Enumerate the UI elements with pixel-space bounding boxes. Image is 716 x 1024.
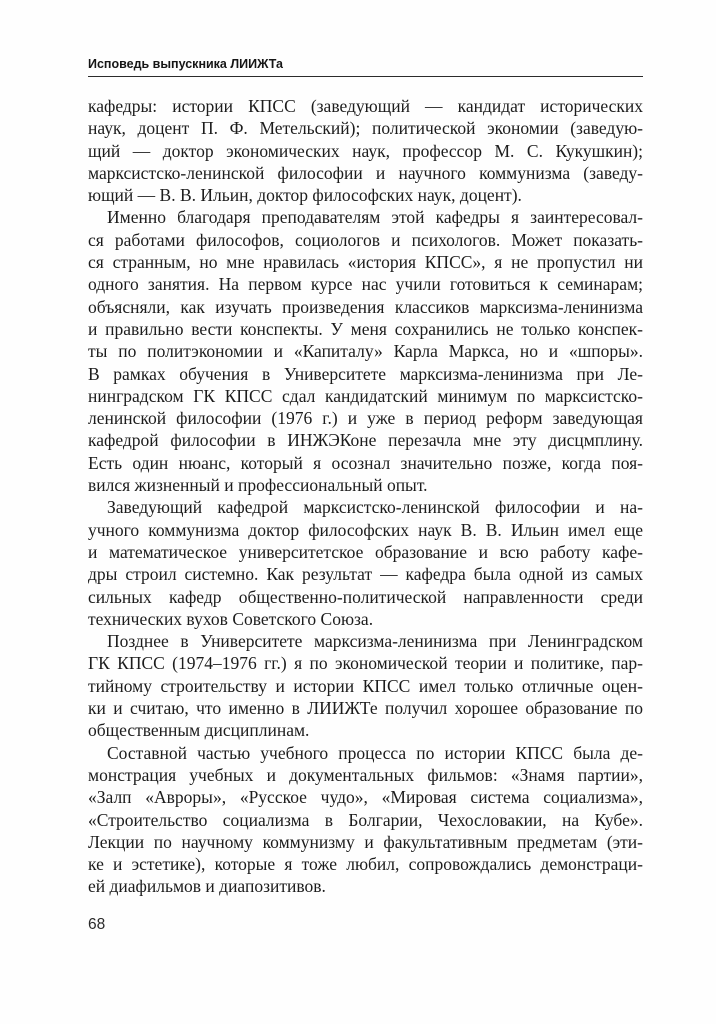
text-line: наук, доцент П. Ф. Метельский); политической экономии (заведую- (88, 118, 643, 139)
text-line: «Залп «Авроры», «Русское чудо», «Мировая система социализма», (88, 787, 643, 808)
text-line: ленинской философии (1976 г.) и уже в период реформ заведующая (88, 408, 643, 429)
text-line: и математическое университетское образование и всю работу кафе- (88, 541, 643, 562)
text-line: щий — доктор экономических наук, профессор М. С. Кукушкин); (88, 140, 643, 161)
text-line: кафедрой философии в ИНЖЭКоне перезачла мне эту дисцмплину. (88, 430, 643, 451)
text-line: ГК КПСС (1974–1976 гг.) я по экономической теории и политике, пар- (88, 653, 643, 674)
page-number: 68 (88, 916, 106, 933)
running-header (88, 57, 643, 77)
body-text (88, 95, 643, 898)
text-line: ей диафильмов и диапозитивов. (88, 876, 326, 897)
running-header-title: Исповедь выпускника ЛИИЖТа (88, 57, 283, 71)
text-line: нинградском ГК КПСС сдал кандидатский минимум по марксистско- (88, 385, 643, 406)
text-line: Именно благодаря преподавателям этой кафедры я заинтересовал- (107, 207, 643, 228)
text-line: одного занятия. На первом курсе нас учили готовиться к семинарам; (88, 274, 643, 295)
text-line: дры строил системно. Как результат — кафедра была одной из самых (88, 564, 643, 585)
text-line: технических вухов Советского Союза. (88, 608, 374, 629)
text-line: «Строительство социализма в Болгарии, Чехословакии, на Кубе». (88, 809, 643, 830)
text-line: сильных кафедр общественно-политической направленности среди (88, 586, 643, 607)
text-line: и правильно вести конспекты. У меня сохранились не только конспек- (88, 318, 643, 339)
text-line: марксистско-ленинской философии и научного коммунизма (заведу- (88, 162, 643, 183)
text-line: ся работами философов, социологов и психологов. Может показать- (88, 229, 643, 250)
text-line: общественным дисциплинам. (88, 720, 310, 741)
text-line: Лекции по научному коммунизму и факультативным предметам (эти- (88, 831, 643, 852)
text-line: Составной частью учебного процесса по истории КПСС была де- (107, 742, 643, 763)
text-line: ке и эстетике), которые я тоже любил, сопровождались демонстраци- (88, 854, 643, 875)
text-line: В рамках обучения в Университете марксизма-ленинизма при Ле- (88, 363, 643, 384)
text-line: ющий — В. В. Ильин, доктор философских наук, доцент). (88, 185, 522, 206)
text-line: ки и считаю, что именно в ЛИИЖТе получил хорошее образование по (88, 698, 643, 719)
text-line: тийному строительству и истории КПСС имел только отличные оцен- (88, 675, 643, 696)
text-line: кафедры: истории КПСС (заведующий — кандидат исторических (88, 96, 643, 116)
text-line: вился жизненный и профессиональный опыт. (88, 475, 428, 496)
text-line: Есть один нюанс, который я осознал значительно позже, когда поя- (88, 452, 643, 473)
text-line: учного коммунизма доктор философских наук В. В. Ильин имел еще (88, 519, 643, 540)
text-line: ся странным, но мне нравилась «история КПСС», я не пропустил ни (88, 252, 643, 273)
text-line: монстрация учебных и документальных фильмов: «Знамя партии», (88, 764, 643, 785)
text-line: Позднее в Университете марксизма-ленинизма при Ленинградском (107, 631, 643, 652)
text-line: объясняли, как изучать произведения классиков марксизма-ленинизма (88, 296, 643, 317)
text-line: Заведующий кафедрой марксистско-ленинской философии и на- (107, 497, 643, 518)
text-line: ты по политэкономии и «Капиталу» Карла Маркса, но и «шпоры». (88, 341, 643, 362)
